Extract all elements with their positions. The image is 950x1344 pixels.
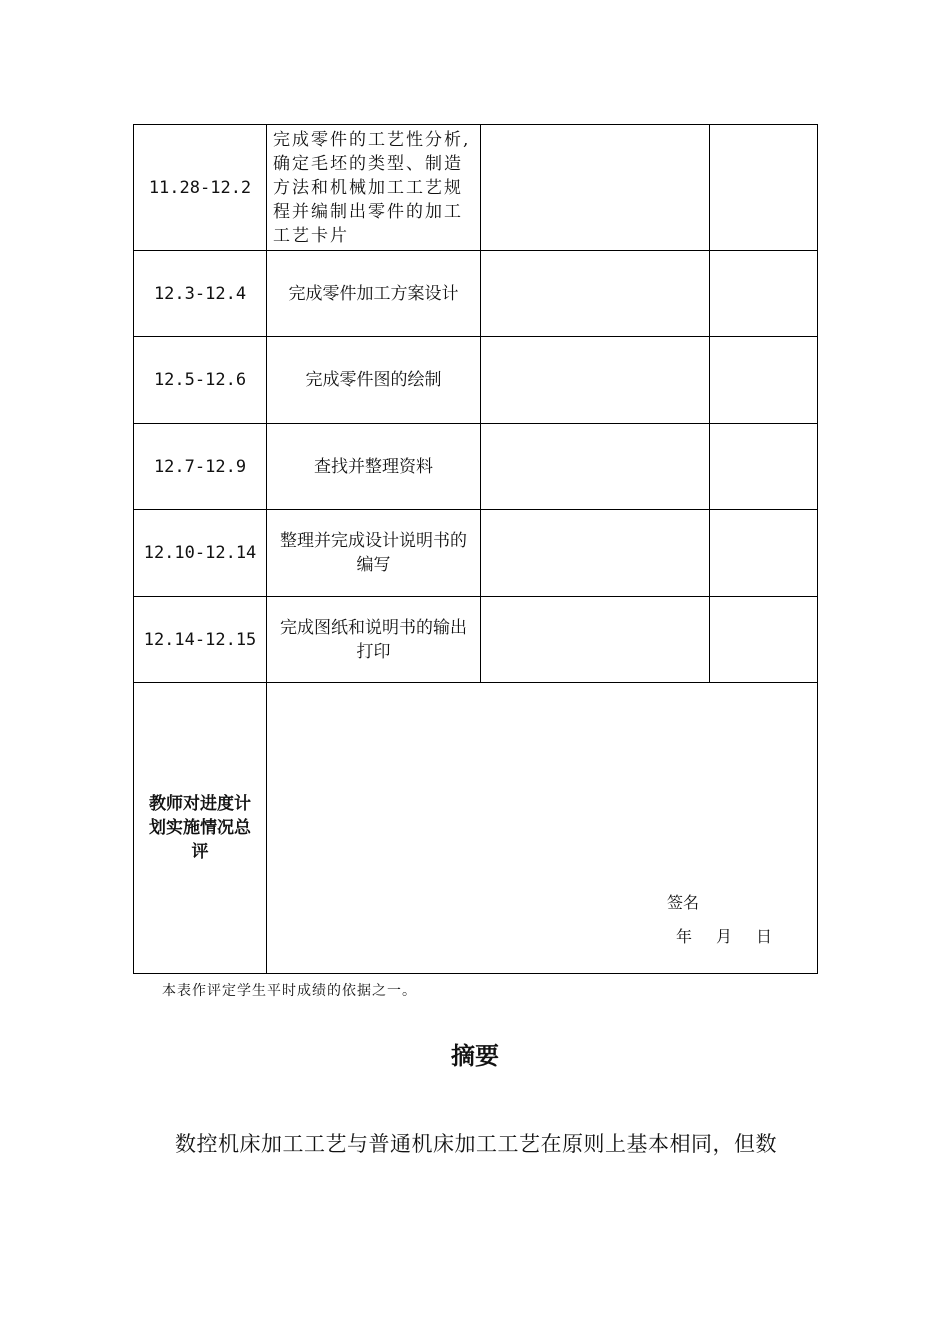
row-blank-cell	[710, 337, 818, 424]
row-task: 查找并整理资料	[267, 424, 481, 510]
signature-label: 签名	[667, 893, 700, 912]
row-blank-cell	[710, 424, 818, 510]
row-blank-cell	[481, 251, 710, 337]
day-label: 日	[756, 927, 773, 946]
row-task: 完成零件的工艺性分析,确定毛坯的类型、制造方法和机械加工工艺规程并编制出零件的加工工艺卡片	[267, 125, 481, 251]
row-task: 完成零件加工方案设计	[267, 251, 481, 337]
schedule-row	[134, 251, 818, 337]
schedule-row	[134, 337, 818, 424]
row-date: 12.14-12.15	[134, 597, 267, 683]
row-task: 完成图纸和说明书的输出打印	[267, 597, 481, 683]
review-label: 教师对进度计划实施情况总评	[134, 683, 267, 974]
schedule-table	[133, 124, 818, 974]
table-footnote: 本表作评定学生平时成绩的依据之一。	[162, 983, 417, 999]
month-label: 月	[716, 927, 733, 946]
row-blank-cell	[481, 510, 710, 597]
schedule-row	[134, 510, 818, 597]
abstract-title: 摘要	[451, 1042, 499, 1070]
row-blank-cell	[710, 125, 818, 251]
row-blank-cell	[481, 125, 710, 251]
row-date: 12.10-12.14	[134, 510, 267, 597]
row-blank-cell	[481, 597, 710, 683]
schedule-row	[134, 597, 818, 683]
row-date: 11.28-12.2	[134, 125, 267, 251]
year-label: 年	[676, 927, 693, 946]
row-blank-cell	[481, 424, 710, 510]
row-date: 12.7-12.9	[134, 424, 267, 510]
row-date: 12.3-12.4	[134, 251, 267, 337]
row-blank-cell	[710, 251, 818, 337]
schedule-row	[134, 125, 818, 251]
abstract-paragraph: 数控机床加工工艺与普通机床加工工艺在原则上基本相同，但数	[175, 1132, 777, 1156]
row-blank-cell	[710, 597, 818, 683]
row-blank-cell	[710, 510, 818, 597]
row-date: 12.5-12.6	[134, 337, 267, 424]
row-task: 整理并完成设计说明书的编写	[267, 510, 481, 597]
review-row	[134, 683, 818, 974]
row-blank-cell	[481, 337, 710, 424]
schedule-row	[134, 424, 818, 510]
review-comment-area	[267, 683, 818, 974]
row-task: 完成零件图的绘制	[267, 337, 481, 424]
signature-date	[676, 925, 796, 949]
